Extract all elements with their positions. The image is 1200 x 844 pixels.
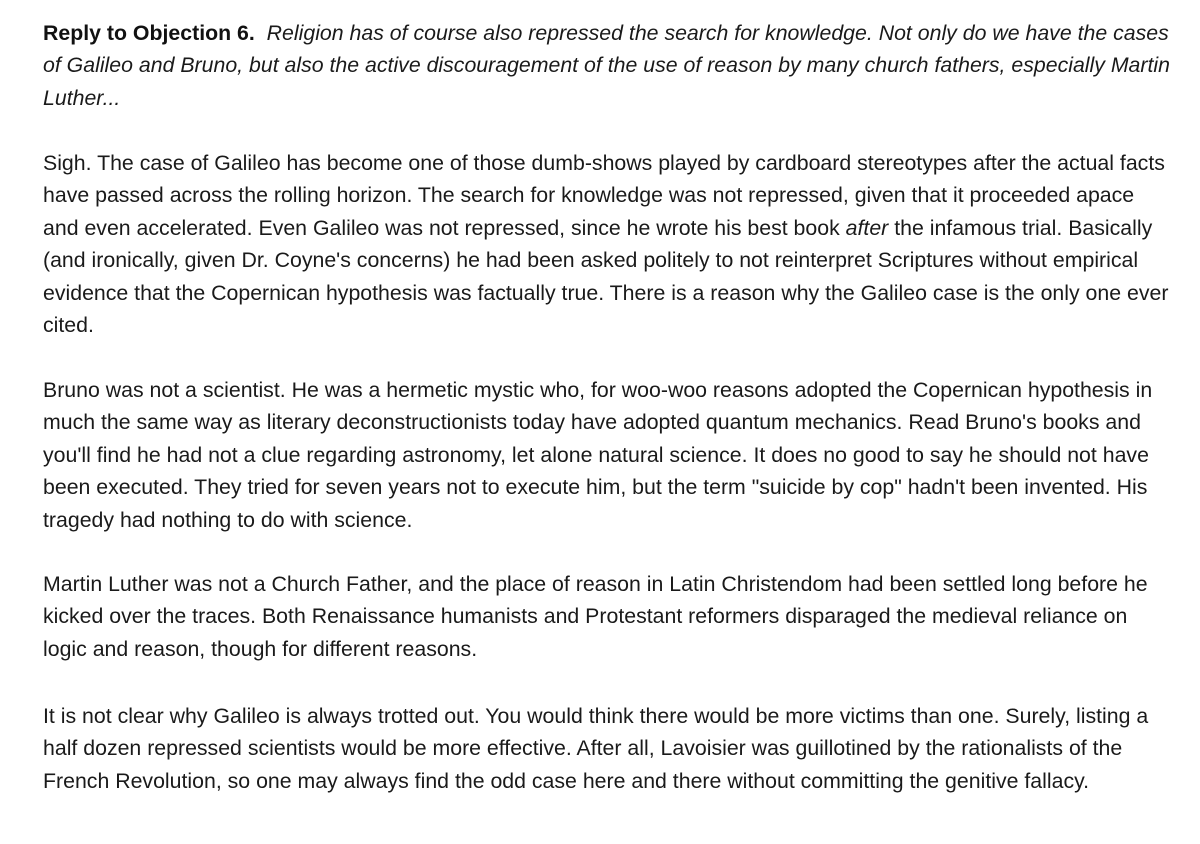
galileo-text-after: the infamous trial. Basically (and ironically, given Dr. Coyne's concerns) he had been asked politely to not reinterpret Scriptures without empirical evidence that the Copernican hypothesis was factually true. There is a reason why the Galileo case is the only one ever cited. [43,215,1169,338]
galileo-emphasis: after [845,215,889,240]
galileo-text-before: Sigh. The case of Galileo has become one of those dumb-shows played by cardboard stereotypes after the actual facts have passed across the rolling horizon. The search for knowledge was not repressed, given that it proceeded apace and even accelerated. Even Galileo was not repressed, since he wrote his best book [43,151,1165,240]
bruno-paragraph: Bruno was not a scientist. He was a hermetic mystic who, for woo-woo reasons adopted the Copernican hypothesis in much the same way as literary deconstructionists today have adopted quantum mechanics. Read Bruno's books and you'll find he had not a clue regarding astronomy, let alone natural science. It does no good to say he should not have been executed. They tried for seven years not to execute him, but the term "suicide by cop" hadn't been invented. His tragedy had nothing to do with science. [43,378,1153,532]
luther-paragraph: Martin Luther was not a Church Father, and the place of reason in Latin Christendom had been settled long before he kicked over the traces. Both Renaissance humanists and Protestant reformers disparaged the medieval reliance on logic and reason, though for different reasons. [43,572,1148,661]
galileo-paragraph [43,147,1173,341]
objection-paragraph [43,17,1173,114]
victims-paragraph: It is not clear why Galileo is always trotted out. You would think there would be more victims than one. Surely, listing a half dozen repressed scientists would be more effective. After all, Lavoisier was guillotined by the rationalists of the French Revolution, so one may always find the odd case here and there without committing the genitive fallacy. [43,704,1149,793]
reply-heading: Reply to Objection 6. [43,21,255,45]
objection-quote: Religion has of course also repressed the search for knowledge. Not only do we have the cases of Galileo and Bruno, but also the active discouragement of the use of reason by many church fathers, especially Martin Luther... [43,21,1170,110]
